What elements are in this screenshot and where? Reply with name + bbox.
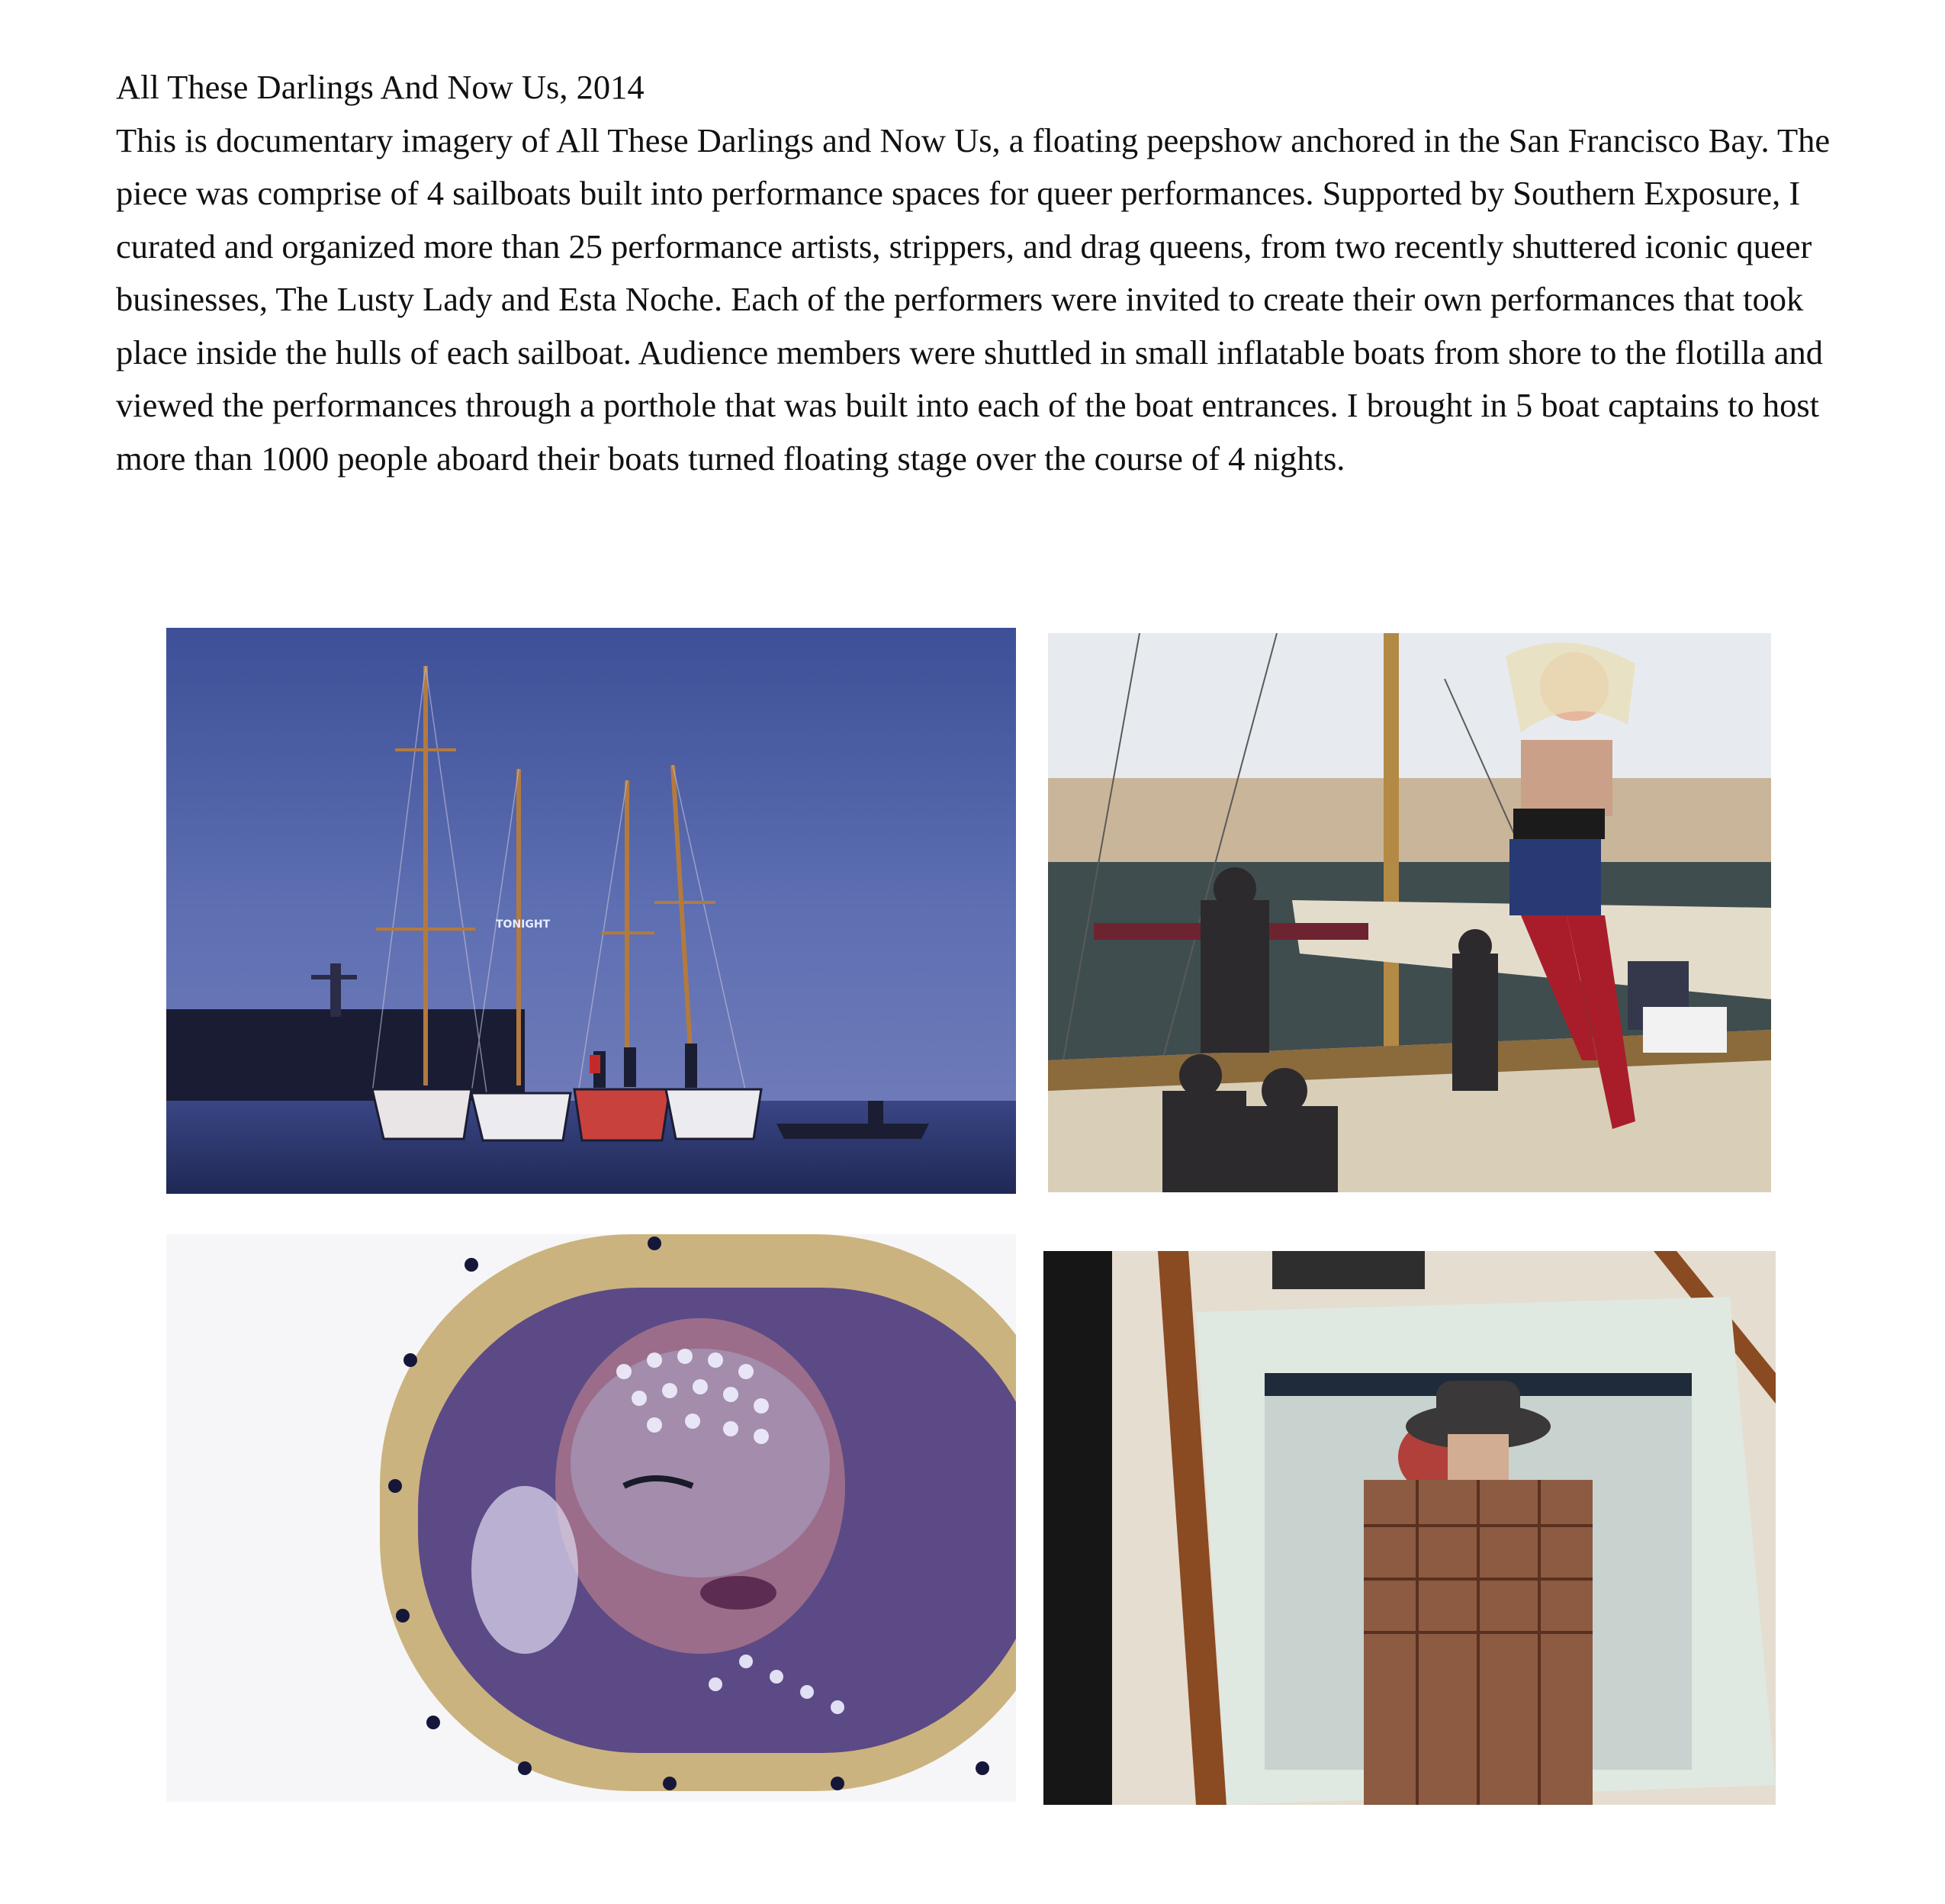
description-paragraph: This is documentary imagery of All These Darlings and Now Us, a floating peepshow anchored in the San Francisco Bay. The piece was comprise of 4 sailboats built into performance spaces for queer performances. Supported by Southern Exposure, I curated and organized more than 25 performance artists, strippers, and drag queens, from two recently shuttered iconic queer businesses, The Lusty Lady and Esta Noche. Each of the performers were invited to create their own performances that took place inside the hulls of each sailboat. Audience members were shuttled in small inflatable boats from shore to the flotilla and viewed the performances through a porthole that was built into each of the boat entrances. I brought in 5 boat captains to host more than 1000 people aboard their boats turned floating stage over the course of 4 nights. xyxy=(116,121,1831,478)
document-title: All These Darlings And Now Us, 2014 xyxy=(116,68,645,106)
photo-porthole-performer xyxy=(166,1234,1016,1802)
photo-performer-on-boat xyxy=(1048,633,1771,1192)
tonight-sign: TONIGHT xyxy=(496,918,551,931)
description-block xyxy=(116,61,1855,485)
photo-sailboats-dusk xyxy=(166,628,1016,1194)
photo-man-entering-hatch xyxy=(1043,1251,1776,1805)
